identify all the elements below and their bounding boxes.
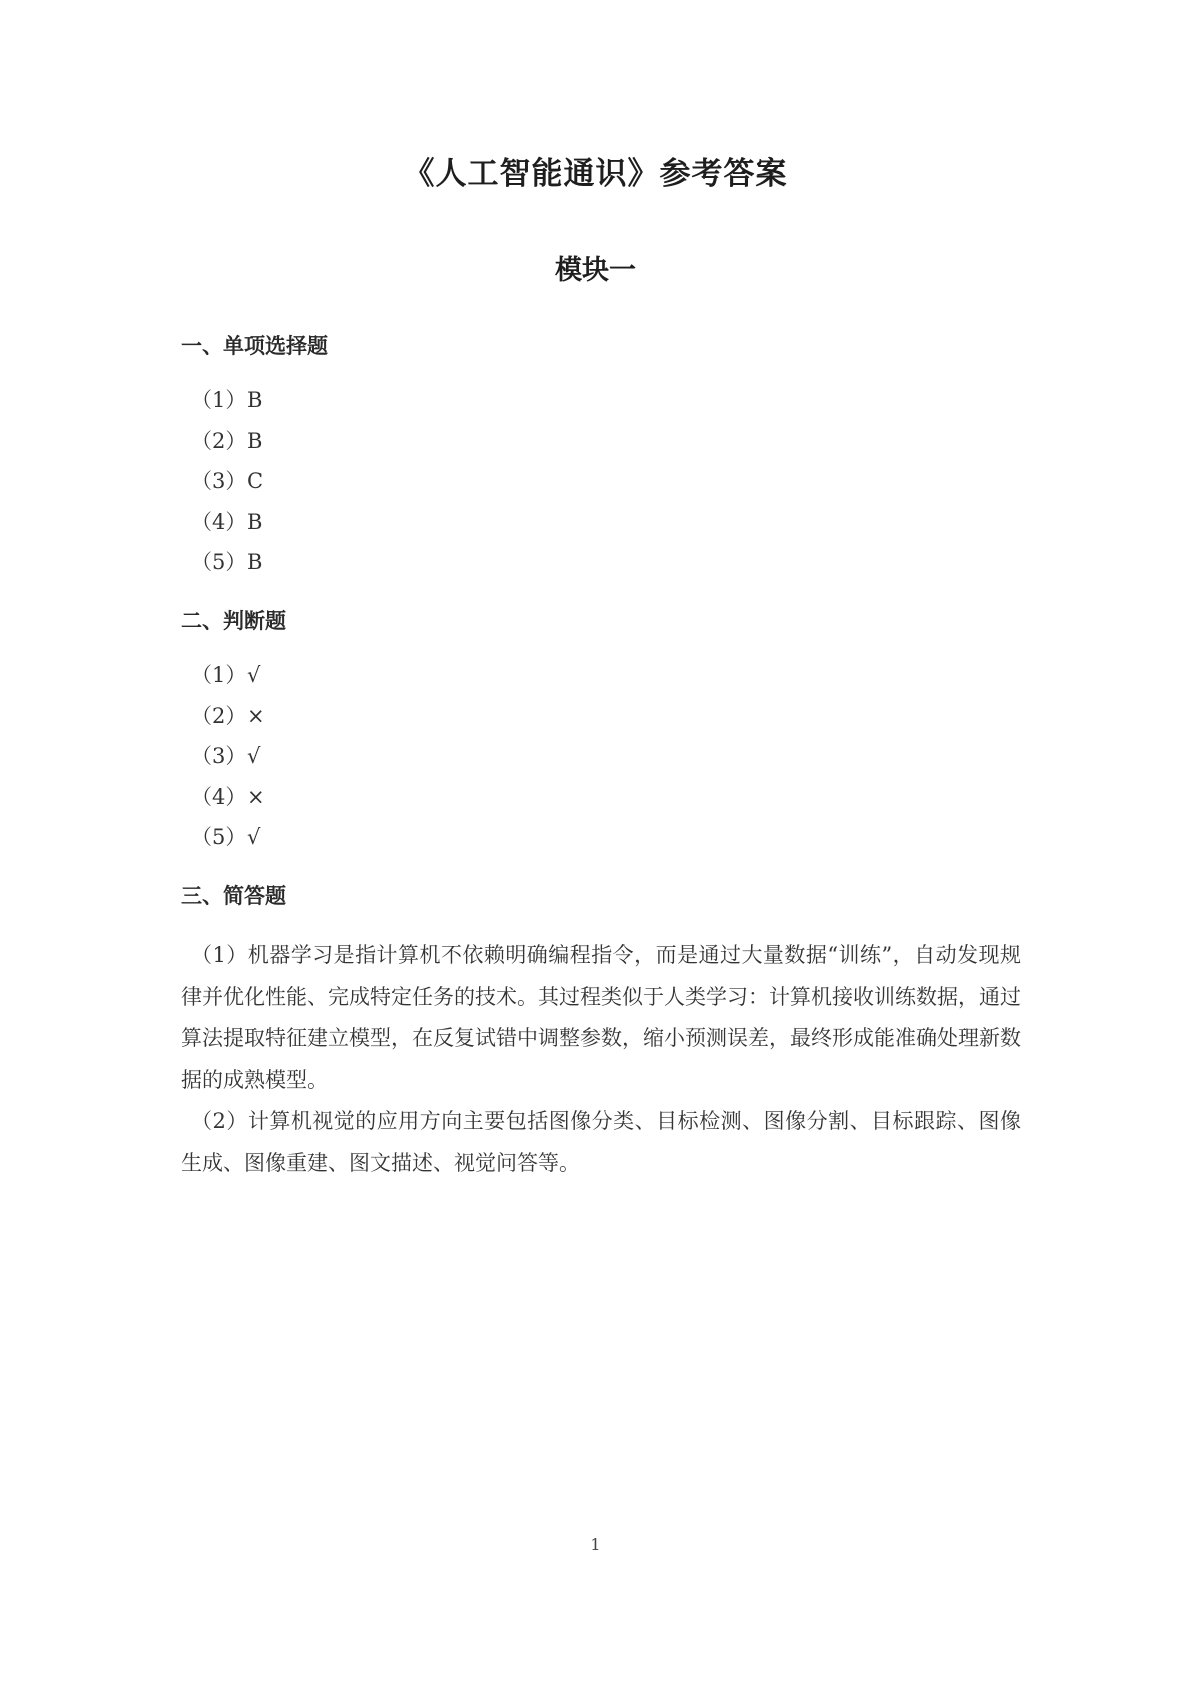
true-false-list (191, 655, 265, 858)
module-title: 模块一 (555, 255, 636, 286)
section-heading-true-false: 二、判断题 (181, 609, 286, 633)
list-item (191, 655, 265, 696)
short-answer-paragraph: （2）计算机视觉的应用方向主要包括图像分类、目标检测、图像分割、目标跟踪、图像生成、图像重建、图文描述、视觉问答等。 (181, 1109, 1021, 1175)
answer-value: B (247, 550, 263, 574)
answer-value: √ (247, 663, 261, 687)
list-item (191, 777, 265, 818)
answer-value: √ (247, 744, 261, 768)
answer-value: B (247, 509, 263, 534)
question-number: （1） (191, 388, 247, 412)
list-item (191, 461, 263, 502)
answer-value: C (247, 469, 264, 493)
answer-value: B (247, 428, 263, 453)
list-item (191, 736, 265, 777)
question-number: （3） (191, 744, 247, 768)
list-item (191, 817, 265, 858)
question-number: （4） (191, 509, 247, 534)
question-number: （5） (191, 550, 247, 574)
question-number: （4） (191, 784, 247, 809)
answer-value: × (247, 703, 265, 728)
list-item (191, 696, 265, 737)
single-choice-list (191, 380, 263, 583)
short-answer-block (181, 935, 1021, 1184)
question-number: （3） (191, 469, 247, 493)
question-number: （1） (191, 663, 247, 687)
list-item (191, 380, 263, 421)
answer-value: × (247, 784, 265, 809)
section-heading-single-choice: 一、单项选择题 (181, 334, 328, 358)
section-heading-short-answer: 三、简答题 (181, 884, 286, 908)
question-number: （5） (191, 825, 247, 849)
page-number: 1 (590, 1535, 601, 1554)
document-title: 《人工智能通识》参考答案 (403, 156, 788, 192)
short-answer-paragraph: （1）机器学习是指计算机不依赖明确编程指令，而是通过大量数据“训练”，自动发现规律并优化性能、完成特定任务的技术。其过程类似于人类学习：计算机接收训练数据，通过算法提取特征建立模型，在反复试错中调整参数，缩小预测误差，最终形成能准确处理新数据的成熟模型。 (181, 943, 1021, 1092)
question-number: （2） (191, 703, 247, 728)
list-item (191, 421, 263, 462)
answer-value: B (247, 388, 263, 412)
answer-value: √ (247, 825, 261, 849)
question-number: （2） (191, 428, 247, 453)
list-item (191, 542, 263, 583)
list-item (191, 502, 263, 543)
